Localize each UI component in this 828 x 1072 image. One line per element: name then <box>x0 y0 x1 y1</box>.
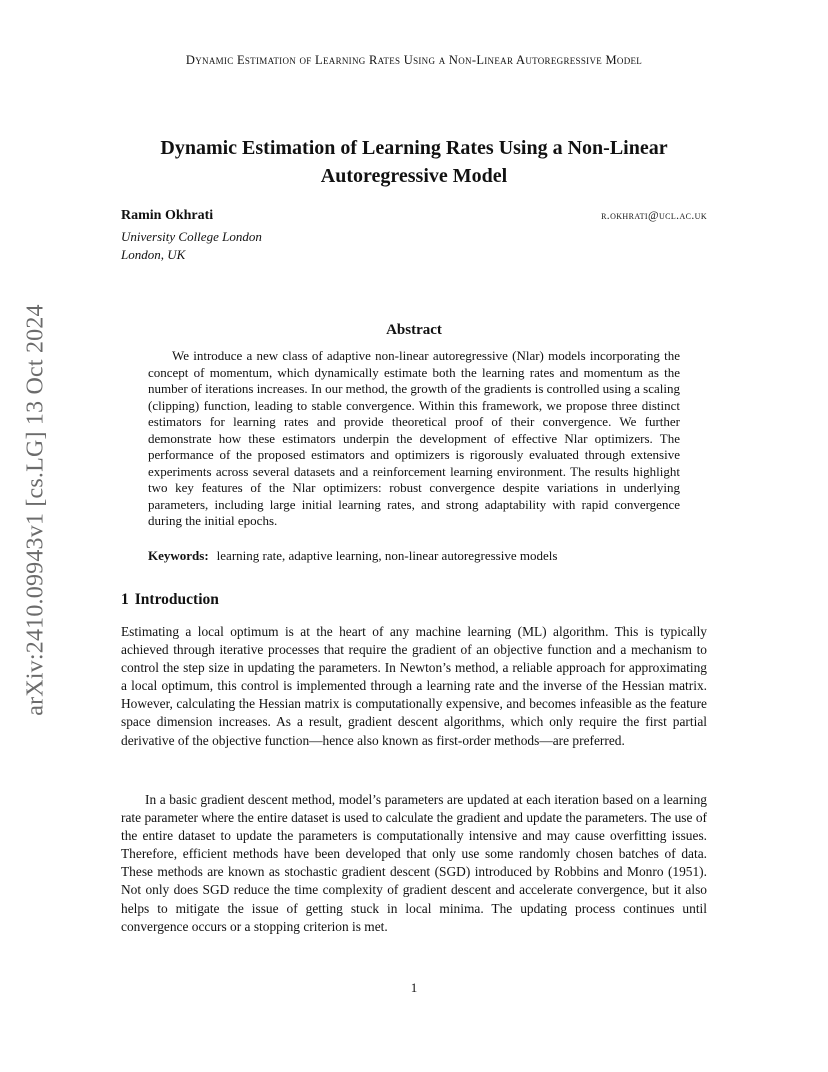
keywords-label: Keywords: <box>148 548 209 563</box>
abstract-body: We introduce a new class of adaptive non-linear autoregressive (Nlar) models incorporating the concept of momentum, which dynamically estimate both the learning rates and momentum as the number of iterations increases. In our method, the growth of the gradients is controlled using a scaling (clipping) function, leading to stable convergence. Within this framework, we propose three distinct estimators for learning rates and provide theoretical proof of their convergence. We further demonstrate how these estimators underpin the development of effective Nlar optimizers. The performance of the proposed estimators and optimizers is rigorously evaluated through extensive experiments across several datasets and a reinforcement learning environment. The results highlight two key features of the Nlar optimizers: robust convergence despite variations in underlying parameters, including large initial learning rates, and strong adaptability with rapid convergence during the initial epochs. <box>148 348 680 528</box>
intro-paragraph-1: Estimating a local optimum is at the heart of any machine learning (ML) algorithm. This is typically achieved through iterative processes that require the gradient of an objective function and a mechanism to control the step size in updating the parameters. In Newton’s method, a reliable approach for approximating a local optimum, this control is implemented through a learning rate and the inverse of the Hessian matrix. However, calculating the Hessian matrix is computationally expensive, and becomes infeasible as the feature space dimension increases. As a result, gradient descent algorithms, which only require the first partial derivative of the objective function—hence also known as first-order methods—are preferred. <box>121 624 707 748</box>
keywords <box>148 548 680 564</box>
section-number: 1 <box>121 591 129 608</box>
title-line-2: Autoregressive Model <box>320 165 508 187</box>
arxiv-identifier-stamp[interactable]: arXiv:2410.09943v1 [cs.LG] 13 Oct 2024 <box>22 304 49 716</box>
title-line-1: Dynamic Estimation of Learning Rates Using a Non-Linear <box>160 137 668 159</box>
author-name: Ramin Okhrati <box>121 208 214 223</box>
paper-title <box>100 134 728 190</box>
abstract-heading: Abstract <box>386 322 442 338</box>
author-email[interactable]: r.okhrati@ucl.ac.uk <box>601 210 707 222</box>
section-heading-introduction <box>121 591 219 609</box>
page-number: 1 <box>410 980 418 995</box>
intro-paragraph-2: In a basic gradient descent method, model’s parameters are updated at each iteration based on a learning rate parameter where the entire dataset is used to calculate the gradient and update the parameters. The use of the entire dataset to update the parameters is computationally intensive and may cause overfitting issues. Therefore, efficient methods have been developed that only use some randomly chosen batches of data. These methods are known as stochastic gradient descent (SGD) introduced by Robbins and Monro (1951). Not only does SGD reduce the time complexity of gradient descent and accelerate convergence, but it also helps to mitigate the issue of getting stuck in local minima. The updating process continues until convergence occurs or a stopping criterion is met. <box>121 792 707 934</box>
author-affiliation: University College London <box>121 229 262 244</box>
running-head: Dynamic Estimation of Learning Rates Using a Non-Linear Autoregressive Model <box>185 53 643 67</box>
section-title: Introduction <box>134 591 219 608</box>
keywords-text: learning rate, adaptive learning, non-linear autoregressive models <box>216 548 558 563</box>
author-location: London, UK <box>121 247 186 262</box>
